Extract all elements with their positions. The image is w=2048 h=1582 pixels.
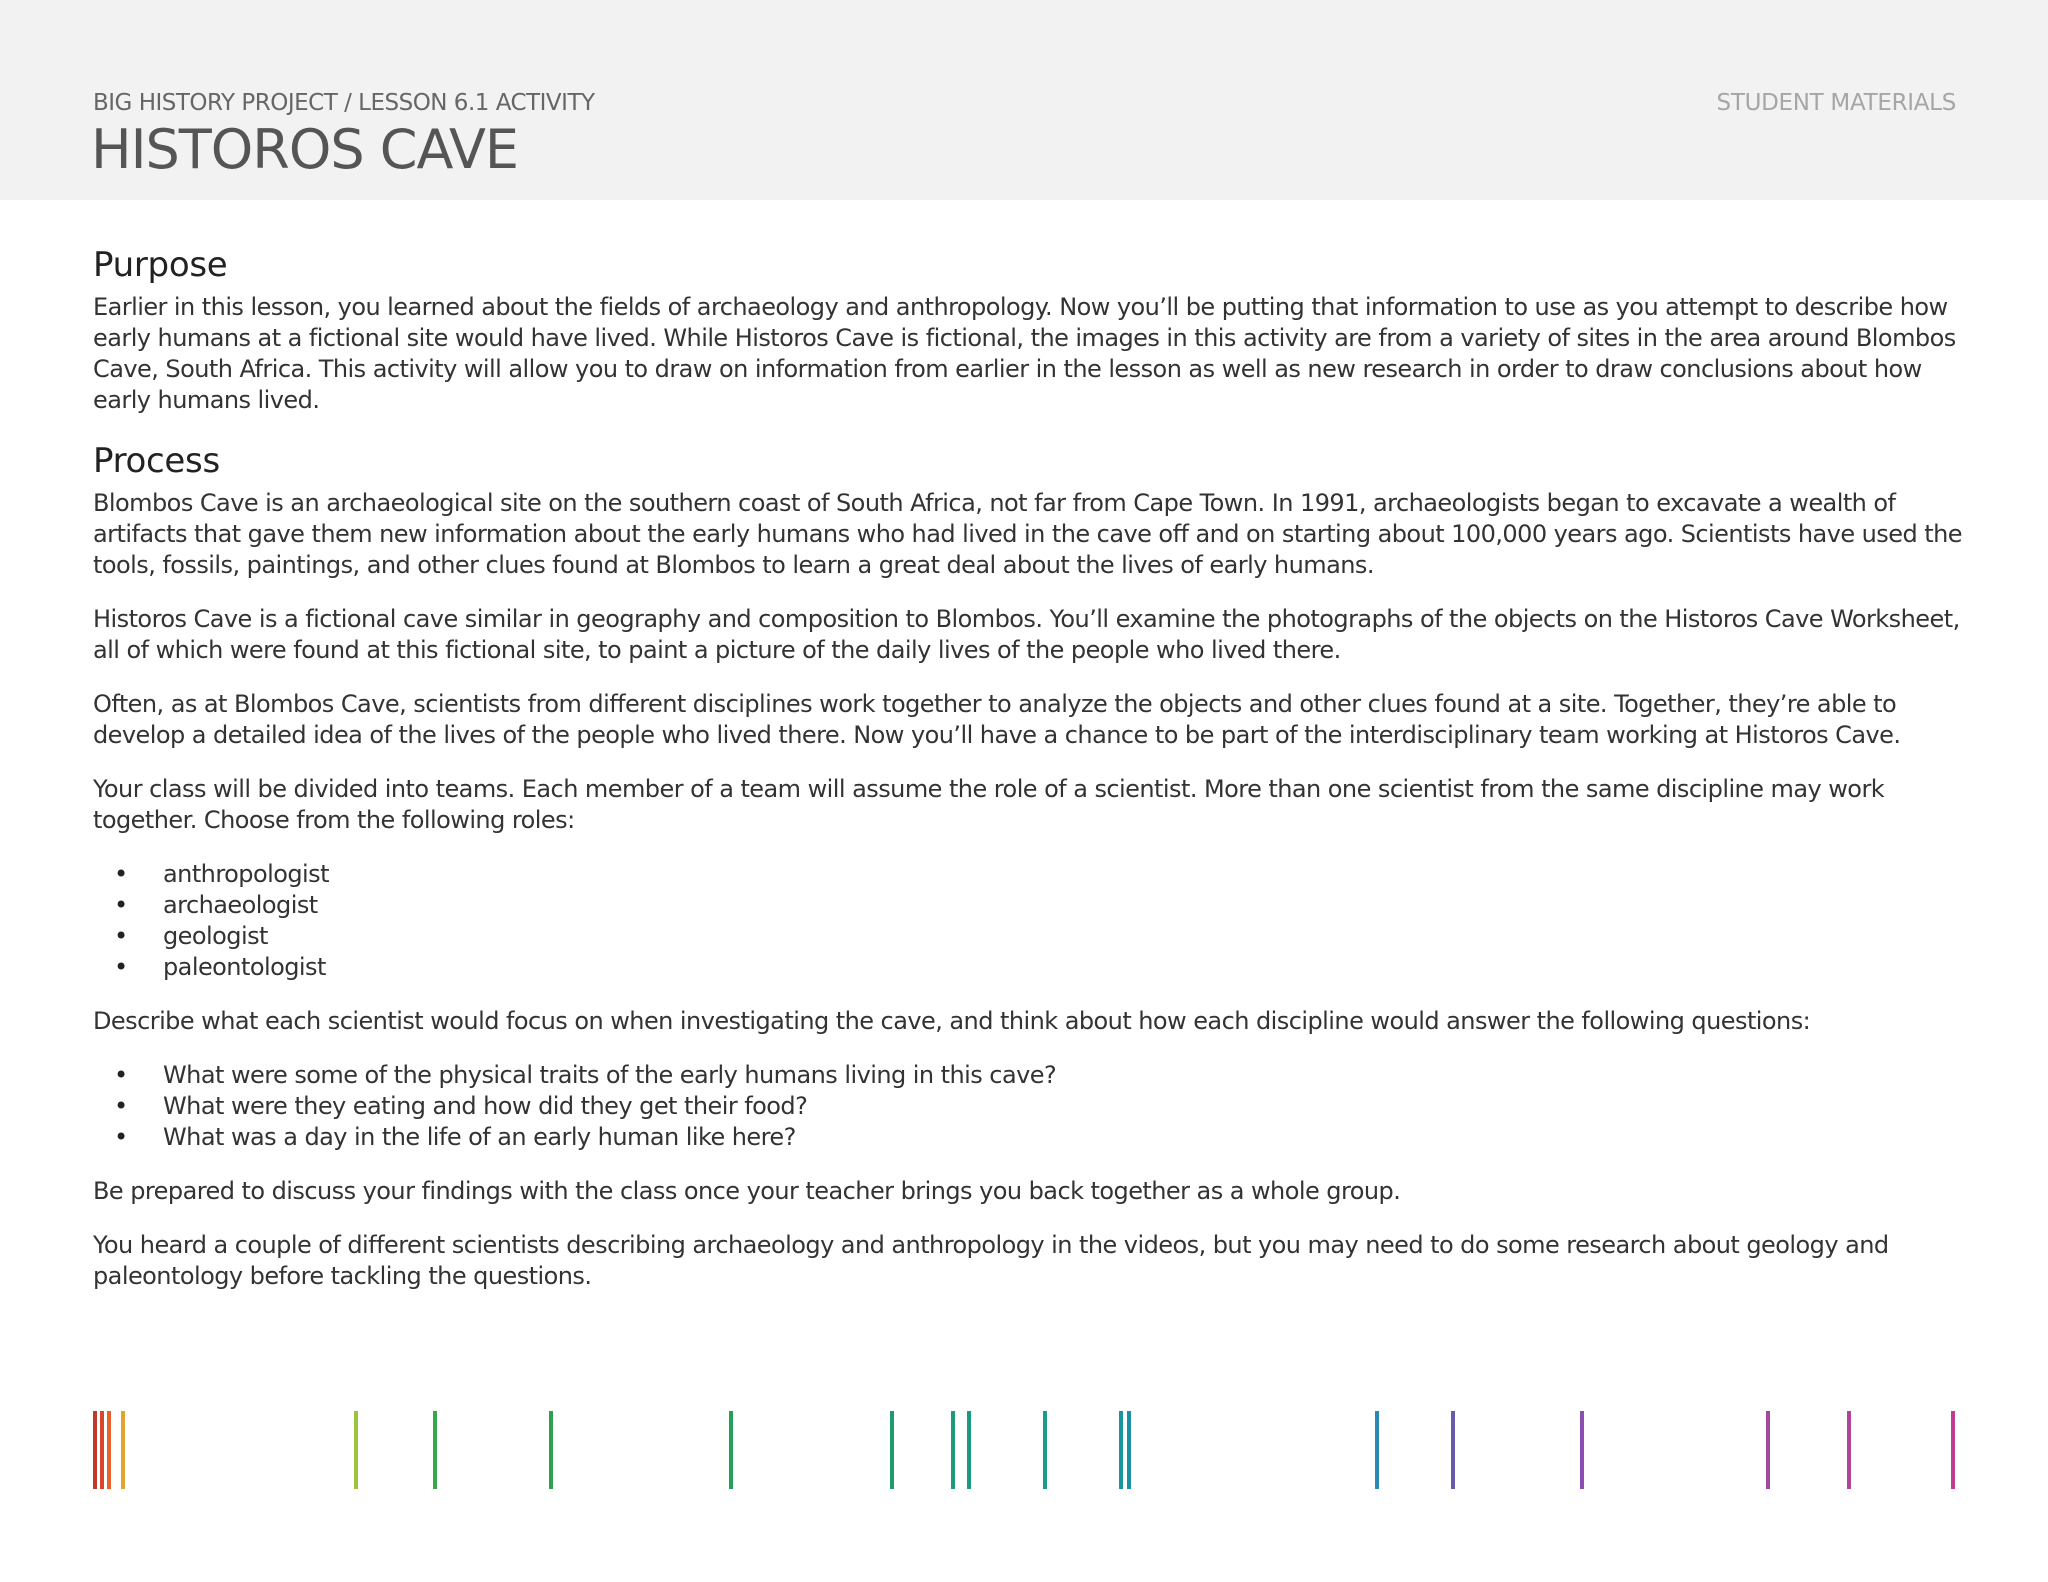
document-body <box>93 244 1963 1316</box>
color-bar <box>1580 1411 1584 1489</box>
page-header <box>0 0 2048 200</box>
list-item <box>93 1122 1963 1153</box>
list-item <box>93 1091 1963 1122</box>
process-paragraph: Blombos Cave is an archaeological site on the southern coast of South Africa, not far from Cape Town. In 1991, archaeologists began to excavate a wealth of artifacts that gave them new information about the early humans who had lived in the cave off and on starting about 100,000 years ago. Scientists have used the tools, fossils, paintings, and other clues found at Blombos to learn a great deal about the lives of early humans. <box>93 489 1962 579</box>
color-bar <box>107 1411 111 1489</box>
color-bar <box>433 1411 437 1489</box>
color-bar <box>1119 1411 1123 1489</box>
purpose-paragraph: Earlier in this lesson, you learned about the fields of archaeology and anthropology. Now you’ll be putting that information to use as you attempt to describe how early humans at a fictional site would have lived. While Historos Cave is fictional, the images in this activity are from a variety of sites in the area around Blombos Cave, South Africa. This activity will allow you to draw on information from earlier in the lesson as well as new research in order to draw conclusions about how early humans lived. <box>93 293 1956 414</box>
color-bar <box>1951 1411 1955 1489</box>
role-text: archaeologist <box>163 891 318 919</box>
questions-list <box>93 1060 1963 1153</box>
role-text: paleontologist <box>163 953 326 981</box>
role-text: anthropologist <box>163 860 329 888</box>
bullet-icon: • <box>114 1061 128 1089</box>
color-bar <box>93 1411 97 1489</box>
footer-color-bars <box>0 1411 2048 1489</box>
color-bar <box>549 1411 553 1489</box>
breadcrumb: BIG HISTORY PROJECT / LESSON 6.1 ACTIVITY <box>93 90 595 116</box>
color-bar <box>354 1411 358 1489</box>
list-item <box>93 890 1963 921</box>
process-paragraph: Historos Cave is a fictional cave similar in geography and composition to Blombos. You’ll examine the photographs of the objects on the Historos Cave Worksheet, all of which were found at this fictional site, to paint a picture of the daily lives of the people who lived there. <box>93 605 1960 664</box>
color-bar <box>1766 1411 1770 1489</box>
question-text: What were some of the physical traits of the early humans living in this cave? <box>163 1061 1057 1089</box>
process-heading: Process <box>93 441 220 481</box>
list-item <box>93 952 1963 983</box>
color-bar <box>890 1411 894 1489</box>
process-paragraph: Often, as at Blombos Cave, scientists from different disciplines work together to analyze the objects and other clues found at a site. Together, they’re able to develop a detailed idea of the lives of the people who lived there. Now you’ll have a chance to be part of the interdisciplinary team working at Historos Cave. <box>93 690 1901 749</box>
color-bar <box>729 1411 733 1489</box>
color-bar <box>951 1411 955 1489</box>
color-bar <box>1847 1411 1851 1489</box>
purpose-heading: Purpose <box>93 245 228 285</box>
color-bar <box>121 1411 125 1489</box>
question-text: What was a day in the life of an early human like here? <box>163 1123 796 1151</box>
closing-paragraph: Be prepared to discuss your findings with the class once your teacher brings you back together as a whole group. <box>93 1177 1401 1205</box>
color-bar <box>1127 1411 1131 1489</box>
process-paragraph: Your class will be divided into teams. Each member of a team will assume the role of a scientist. More than one scientist from the same discipline may work together. Choose from the following roles: <box>93 775 1885 834</box>
materials-label: STUDENT MATERIALS <box>1716 90 1956 116</box>
bullet-icon: • <box>114 860 128 888</box>
bullet-icon: • <box>114 1092 128 1120</box>
list-item <box>93 921 1963 952</box>
list-item <box>93 859 1963 890</box>
bullet-icon: • <box>114 1123 128 1151</box>
color-bar <box>1375 1411 1379 1489</box>
roles-list <box>93 859 1963 983</box>
color-bar <box>1451 1411 1455 1489</box>
question-text: What were they eating and how did they get their food? <box>163 1092 808 1120</box>
process-section <box>93 440 1963 1292</box>
color-bar <box>967 1411 971 1489</box>
purpose-section <box>93 244 1963 416</box>
page-title: HISTOROS CAVE <box>91 118 519 181</box>
color-bar <box>1043 1411 1047 1489</box>
bullet-icon: • <box>114 891 128 919</box>
bullet-icon: • <box>114 922 128 950</box>
role-text: geologist <box>163 922 268 950</box>
closing-paragraph: You heard a couple of different scientists describing archaeology and anthropology in the videos, but you may need to do some research about geology and paleontology before tackling the questions. <box>93 1231 1889 1290</box>
list-item <box>93 1060 1963 1091</box>
color-bar <box>100 1411 104 1489</box>
questions-intro: Describe what each scientist would focus on when investigating the cave, and think about how each discipline would answer the following questions: <box>93 1007 1811 1035</box>
bullet-icon: • <box>114 953 128 981</box>
